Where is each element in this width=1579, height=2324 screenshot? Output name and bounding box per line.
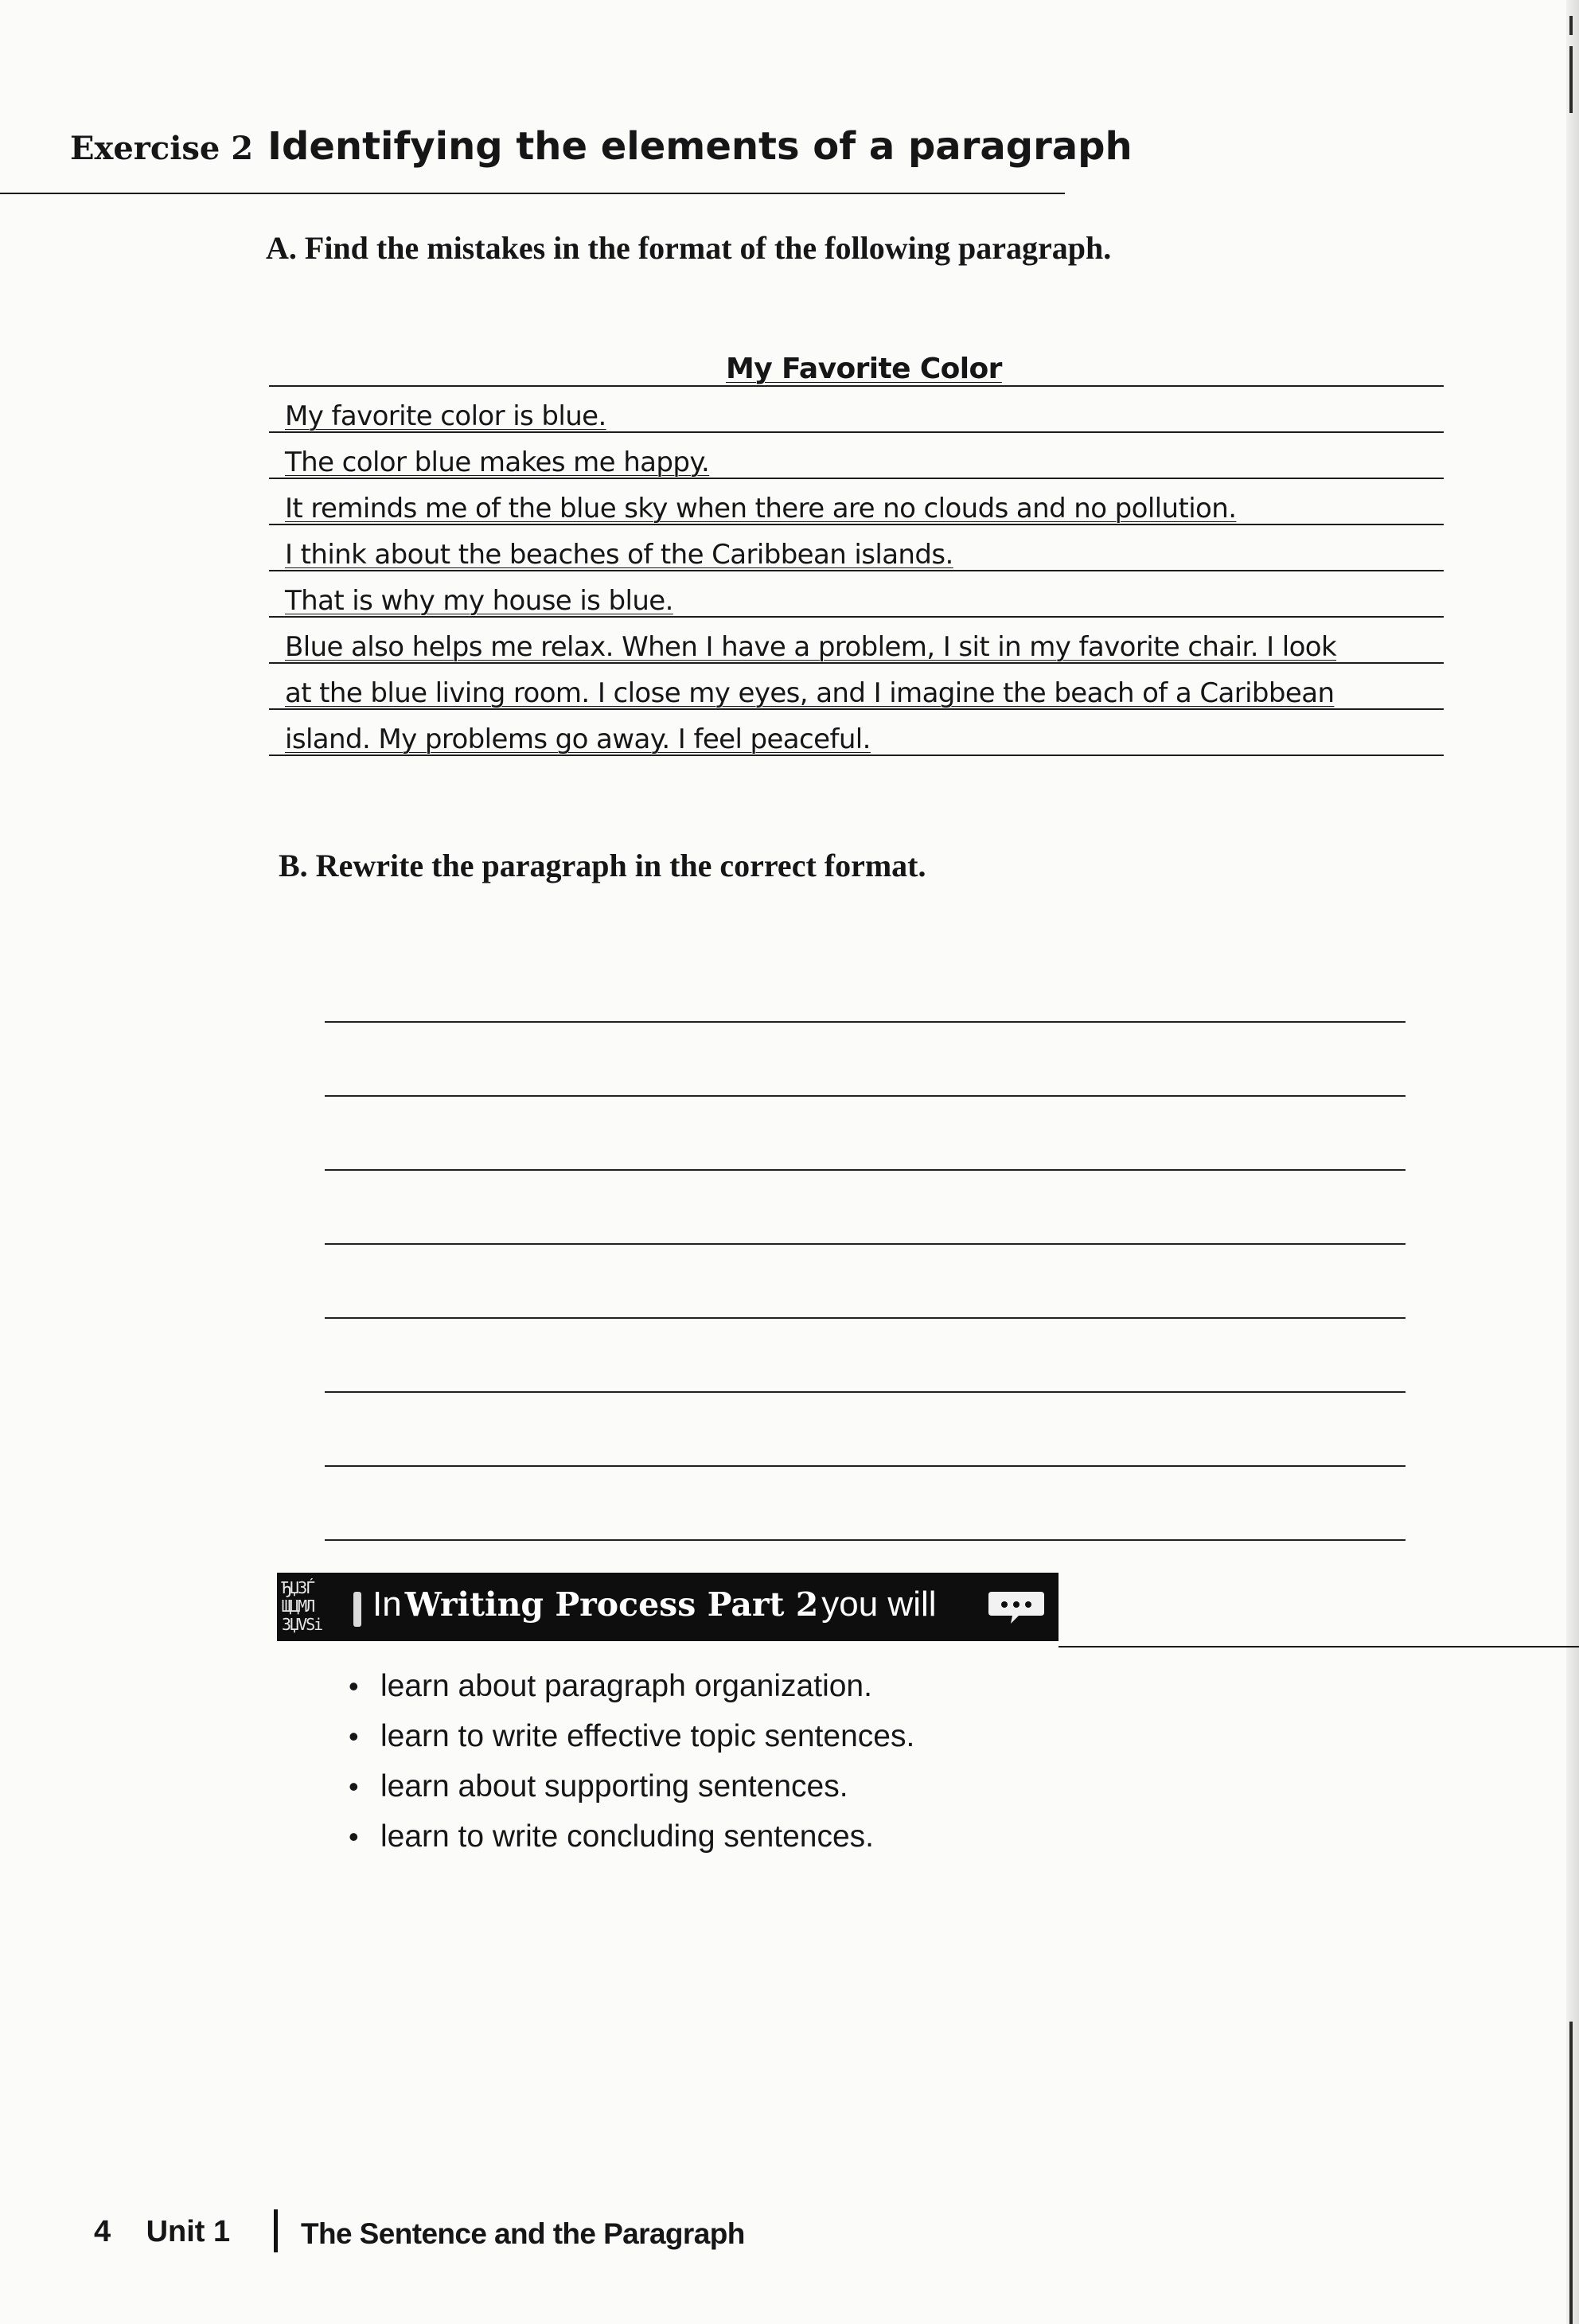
banner-tab-mark	[353, 1592, 361, 1627]
paragraph-line-text: island. My problems go away. I feel peaceful.	[285, 723, 871, 755]
list-item	[349, 1761, 914, 1811]
bullet-icon: •	[349, 1820, 359, 1853]
paragraph-line	[269, 387, 1444, 433]
answer-line[interactable]	[325, 949, 1406, 1023]
list-item	[349, 1711, 914, 1761]
list-item-text: learn about paragraph organization.	[380, 1669, 872, 1703]
page-edge-shadow	[1566, 0, 1579, 2324]
paragraph-line-text: It reminds me of the blue sky when there are no clouds and no pollution.	[285, 493, 1237, 524]
banner-heading	[372, 1587, 937, 1622]
footer-unit: Unit 1	[146, 2215, 231, 2248]
exercise-label: Exercise 2	[70, 130, 254, 167]
answer-line[interactable]	[325, 1393, 1406, 1467]
paragraph-line-text: My favorite color is blue.	[285, 400, 606, 432]
footer-divider	[274, 2209, 278, 2252]
paragraph-line	[269, 525, 1444, 571]
paragraph-line	[269, 710, 1444, 756]
bullet-icon: •	[349, 1770, 359, 1803]
answer-line[interactable]	[325, 1245, 1406, 1319]
paragraph-title: My Favorite Color	[726, 353, 1002, 385]
rewrite-answer-lines[interactable]	[325, 949, 1406, 1541]
answer-line[interactable]	[325, 1171, 1406, 1245]
answer-line[interactable]	[325, 1097, 1406, 1171]
speech-bubble-ellipsis-icon	[987, 1589, 1046, 1625]
banner-rule	[1059, 1646, 1579, 1647]
paragraph-title-row	[269, 341, 1444, 387]
exercise-title: Identifying the elements of a paragraph	[267, 124, 1133, 169]
exercise-header	[70, 124, 1133, 169]
paragraph-line	[269, 571, 1444, 618]
footer-title: The Sentence and the Paragraph	[301, 2217, 745, 2250]
paragraph-line-text: I think about the beaches of the Caribbean islands.	[285, 539, 953, 571]
banner-text-prefix: In	[372, 1585, 402, 1624]
edge-mark	[1569, 46, 1573, 113]
list-item	[349, 1661, 914, 1711]
header-rule	[0, 193, 1065, 194]
list-item-text: learn to write concluding sentences.	[380, 1819, 875, 1854]
answer-line[interactable]	[325, 1319, 1406, 1393]
bullet-icon: •	[349, 1670, 359, 1702]
writing-process-logo	[282, 1579, 347, 1635]
paragraph-line-text: Blue also helps me relax. When I have a problem, I sit in my favorite chair. I look	[285, 631, 1337, 663]
edge-mark	[1569, 2022, 1573, 2324]
part-a-instruction: A. Find the mistakes in the format of the following paragraph.	[266, 230, 1112, 266]
list-item	[349, 1811, 914, 1862]
paragraph-line-text: at the blue living room. I close my eyes, and I imagine the beach of a Caribbean	[285, 677, 1335, 709]
logo-text-line: ЂЏЗЃ	[282, 1578, 314, 1597]
learning-goals-list	[349, 1661, 914, 1862]
paragraph-line	[269, 433, 1444, 479]
part-b-instruction: B. Rewrite the paragraph in the correct format.	[279, 848, 926, 883]
handwritten-paragraph	[269, 341, 1444, 756]
paragraph-line-text: That is why my house is blue.	[285, 585, 673, 617]
banner-text-suffix: you will	[821, 1585, 937, 1624]
paragraph-line	[269, 618, 1444, 664]
answer-line[interactable]	[325, 1023, 1406, 1097]
paragraph-line-text: The color blue makes me happy.	[285, 446, 710, 478]
bullet-icon: •	[349, 1720, 359, 1753]
page-number: 4	[94, 2215, 111, 2248]
list-item-text: learn to write effective topic sentences.	[380, 1719, 915, 1753]
logo-text-line: ЩЦМЛ	[282, 1597, 314, 1616]
list-item-text: learn about supporting sentences.	[380, 1769, 848, 1803]
paragraph-line	[269, 479, 1444, 525]
writing-process-banner	[277, 1573, 1059, 1641]
page-footer	[94, 2217, 230, 2247]
edge-mark	[1569, 16, 1573, 35]
banner-text-bold: Writing Process Part 2	[404, 1585, 819, 1624]
answer-line[interactable]	[325, 1467, 1406, 1541]
logo-text-line: ЗЏVSi	[282, 1615, 322, 1634]
paragraph-line	[269, 664, 1444, 710]
